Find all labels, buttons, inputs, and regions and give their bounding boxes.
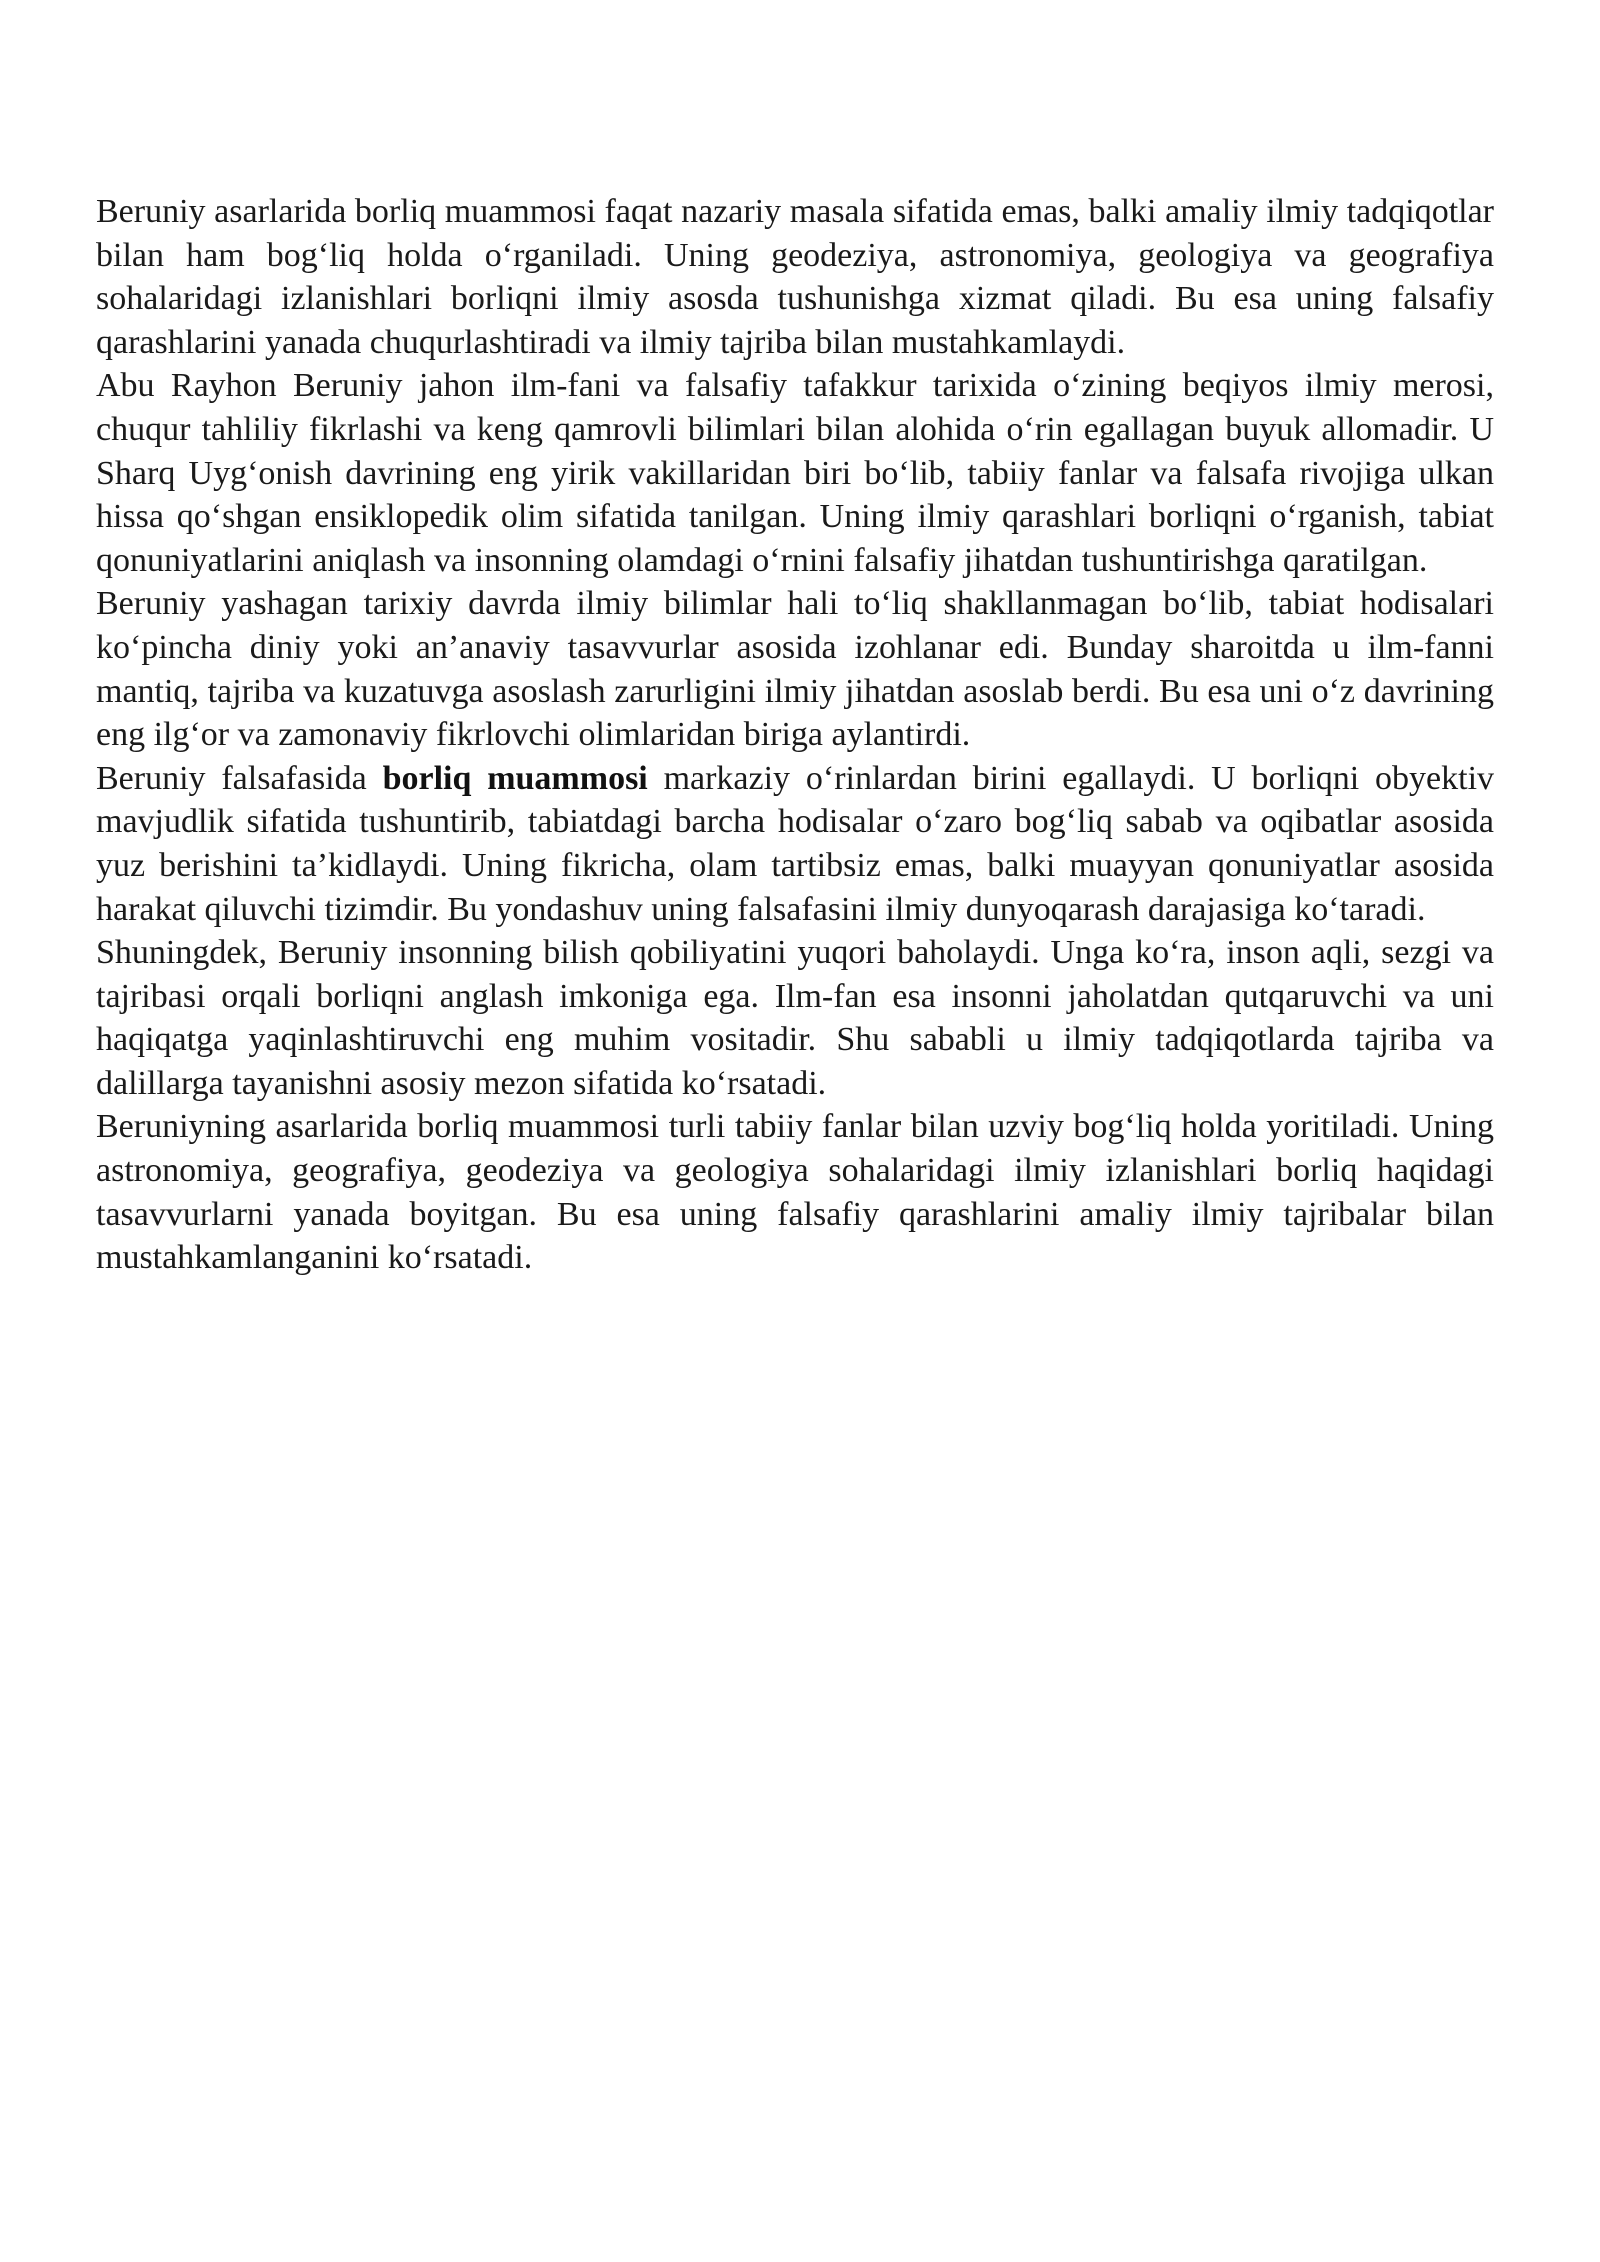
paragraph-biography: Abu Rayhon Beruniy jahon ilm-fani va falsafiy tafakkur tarixida o‘zining beqiyos ilmiy merosi, chuqur tahliliy fikrlashi va keng qamrovli bilimlari bilan alohida o‘rin egallagan buyuk allomadir. U Sharq Uyg‘onish davrining eng yirik vakillaridan biri bo‘lib, tabiiy fanlar va falsafa rivojiga ulkan hissa qo‘shgan ensiklopedik olim sifatida tanilgan. Uning ilmiy qarashlari borliqni o‘rganish, tabiat qonuniyatlarini aniqlash va insonning olamdagi o‘rnini falsafiy jihatdan tushuntirishga qaratilgan. bbox=[96, 367, 1494, 579]
paragraph-borliq-rest-text: markaziy o‘rinlardan birini egallaydi. U borliqni obyektiv mavjudlik sifatida tushuntirib, tabiatdagi barcha hodisalar o‘zaro bog‘liq sabab va oqibatlar asosida yuz berishini ta’kidlaydi. Uning fikricha, olam tartibsiz emas, balki muayyan qonuniyatlar asosida harakat qiluvchi tizimdir. Bu yondashuv uning falsafasini ilmiy dunyoqarash darajasiga ko‘taradi. bbox=[96, 759, 1495, 928]
paragraph-borliq-lead-text: Beruniy falsafasida bbox=[96, 759, 383, 797]
paragraph-natural-sciences: Beruniyning asarlarida borliq muammosi turli tabiiy fanlar bilan uzviy bog‘liq holda yoritiladi. Uning astronomiya, geografiya, geodeziya va geologiya sohalaridagi ilmiy izlanishlari borliq haqidagi tasavvurlarni yanada boyitgan. Bu esa uning falsafiy qarashlarini amaliy ilmiy tajribalar bilan mustahkamlanganini ko‘rsatadi. bbox=[96, 1108, 1494, 1277]
paragraph-intro: Beruniy asarlarida borliq muammosi faqat nazariy masala sifatida emas, balki amaliy ilmiy tadqiqotlar bilan ham bog‘liq holda o‘rganiladi. Uning geodeziya, astronomiya, geologiya va geografiya sohalaridagi izlanishlari borliqni ilmiy asosda tushunishga xizmat qiladi. Bu esa uning falsafiy qarashlarini yanada chuqurlashtiradi va ilmiy tajriba bilan mustahkamlaydi. bbox=[96, 193, 1494, 361]
paragraph-historical-context: Beruniy yashagan tarixiy davrda ilmiy bilimlar hali to‘liq shakllanmagan bo‘lib, tabiat hodisalari ko‘pincha diniy yoki an’anaviy tasavvurlar asosida izohlanar edi. Bunday sharoitda u ilm-fanni mantiq, tajriba va kuzatuvga asoslash zarurligini ilmiy jihatdan asoslab berdi. Bu esa uni o‘z davrining eng ilg‘or va zamonaviy fikrlovchi olimlaridan biriga aylantirdi. bbox=[96, 585, 1494, 754]
document-body bbox=[96, 190, 1494, 1280]
bold-term-borliq-muammosi: borliq muammosi bbox=[382, 759, 648, 797]
paragraph-borliq-problem bbox=[96, 757, 1494, 931]
paragraph-cognition: Shuningdek, Beruniy insonning bilish qobiliyatini yuqori baholaydi. Unga ko‘ra, inson aqli, sezgi va tajribasi orqali borliqni anglash imkoniga ega. Ilm-fan esa insonni jaholatdan qutqaruvchi va uni haqiqatga yaqinlashtiruvchi eng muhim vositadir. Shu sababli u ilmiy tadqiqotlarda tajriba va dalillarga tayanishni asosiy mezon sifatida ko‘rsatadi. bbox=[96, 934, 1494, 1102]
